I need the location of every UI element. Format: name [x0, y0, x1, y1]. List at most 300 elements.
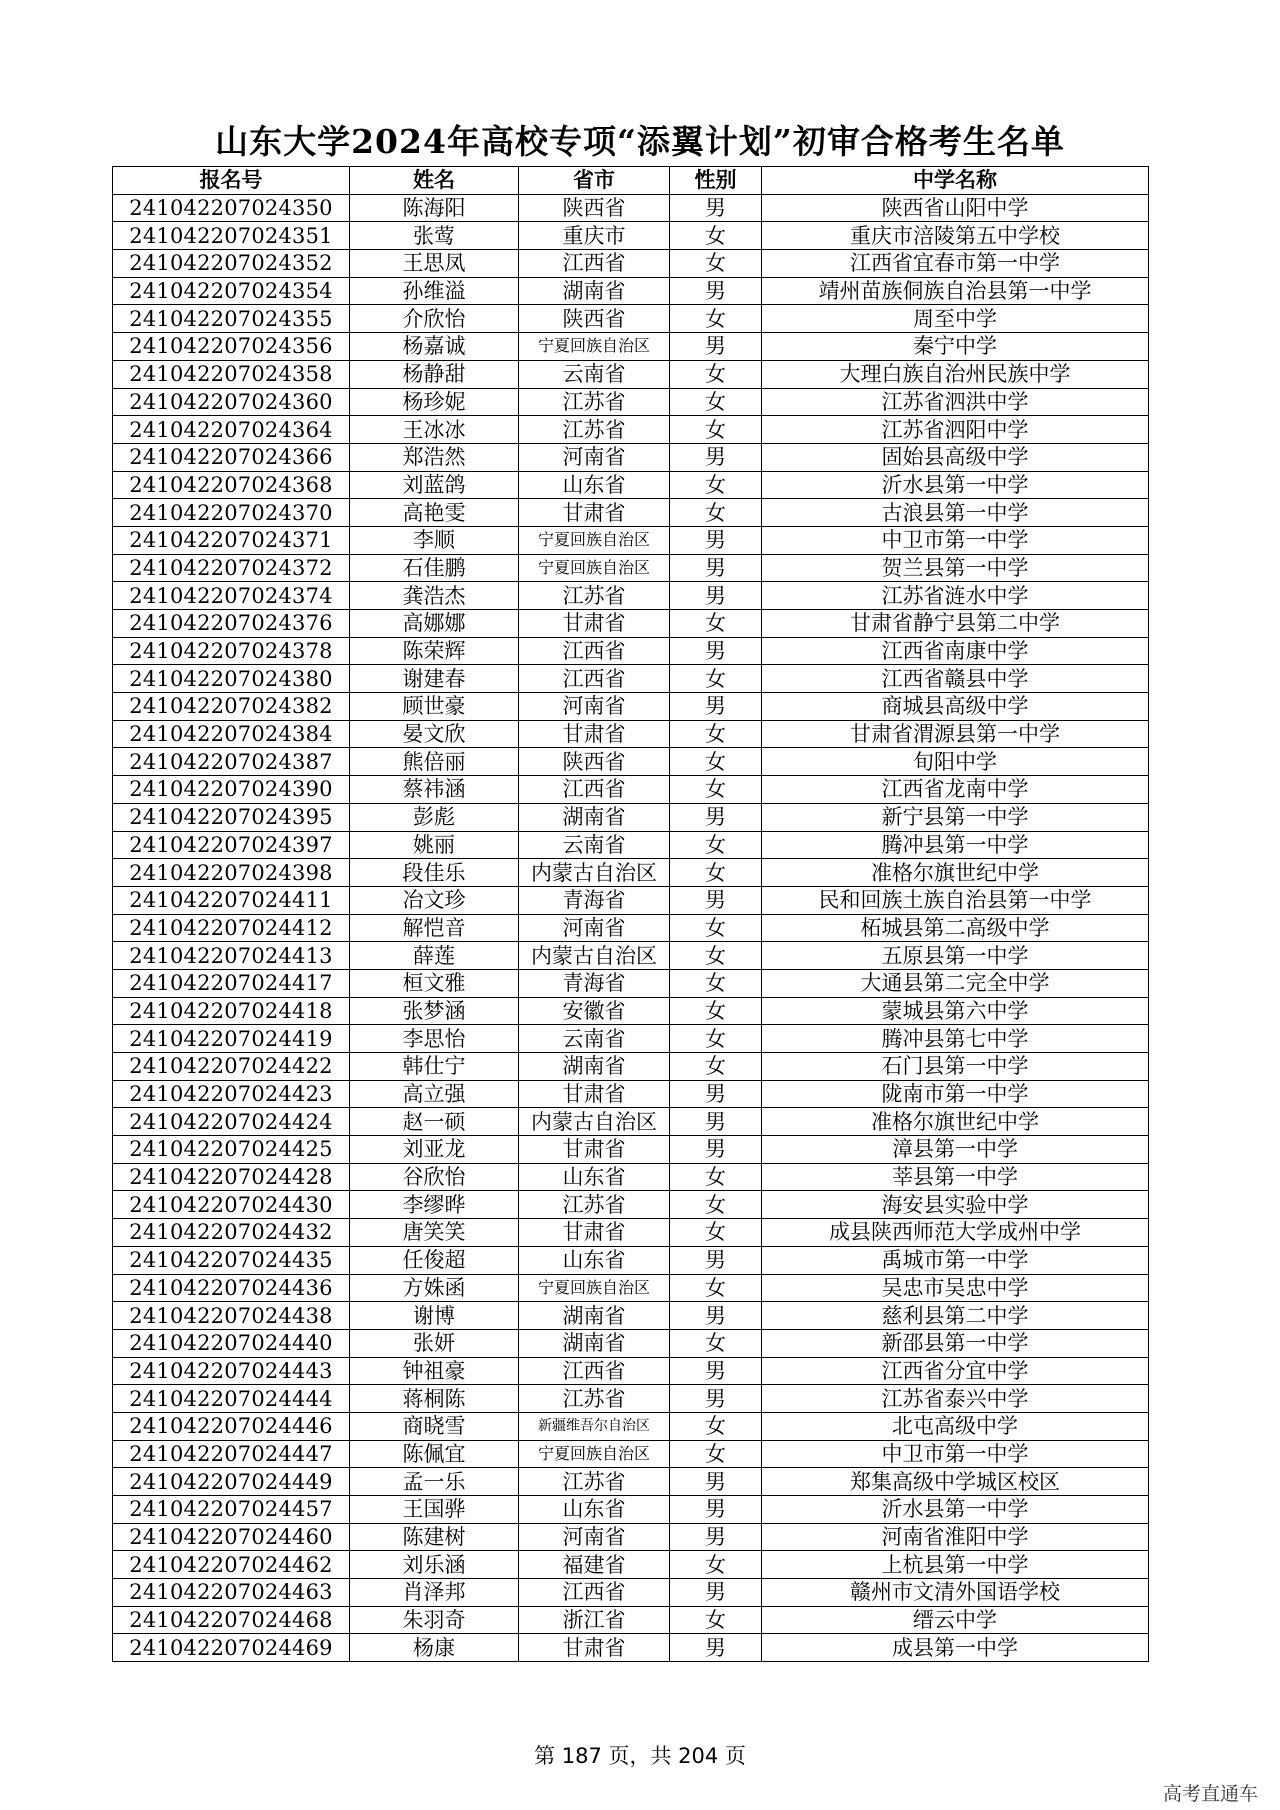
table-row	[113, 914, 1149, 942]
table-row	[113, 416, 1149, 444]
name-cell: 商晓雪	[350, 1412, 519, 1440]
gender-cell: 男	[670, 1634, 762, 1662]
gender-cell: 女	[670, 1025, 762, 1053]
gender-cell: 男	[670, 1302, 762, 1330]
header-province: 省市	[519, 167, 670, 195]
gender-cell: 女	[670, 942, 762, 970]
watermark-logo: 高考直通车	[1162, 1783, 1258, 1805]
school-cell: 中卫市第一中学	[762, 1440, 1149, 1468]
registration-number-cell: 241042207024438	[113, 1302, 350, 1330]
province-cell: 甘肃省	[519, 1634, 670, 1662]
gender-cell: 男	[670, 1108, 762, 1136]
school-cell: 江苏省涟水中学	[762, 582, 1149, 610]
table-row	[113, 942, 1149, 970]
header-name: 姓名	[350, 167, 519, 195]
table-row	[113, 1329, 1149, 1357]
name-cell: 晏文欣	[350, 720, 519, 748]
registration-number-cell: 241042207024457	[113, 1496, 350, 1524]
name-cell: 李顺	[350, 526, 519, 554]
gender-cell: 女	[670, 305, 762, 333]
province-cell: 江苏省	[519, 416, 670, 444]
table-row	[113, 1302, 1149, 1330]
province-cell: 青海省	[519, 969, 670, 997]
province-cell: 甘肃省	[519, 610, 670, 638]
gender-cell: 男	[670, 194, 762, 222]
registration-number-cell: 241042207024368	[113, 471, 350, 499]
province-cell: 河南省	[519, 693, 670, 721]
school-cell: 江苏省泗阳中学	[762, 416, 1149, 444]
registration-number-cell: 241042207024446	[113, 1412, 350, 1440]
school-cell: 古浪县第一中学	[762, 499, 1149, 527]
gender-cell: 女	[670, 1191, 762, 1219]
table-row	[113, 859, 1149, 887]
province-cell: 陕西省	[519, 305, 670, 333]
table-row	[113, 526, 1149, 554]
province-cell: 江苏省	[519, 1191, 670, 1219]
gender-cell: 男	[670, 1246, 762, 1274]
name-cell: 顾世豪	[350, 693, 519, 721]
school-cell: 江西省宜春市第一中学	[762, 250, 1149, 278]
name-cell: 刘乐涵	[350, 1551, 519, 1579]
gender-cell: 女	[670, 1329, 762, 1357]
registration-number-cell: 241042207024380	[113, 665, 350, 693]
province-cell: 宁夏回族自治区	[519, 1274, 670, 1302]
gender-cell: 女	[670, 1440, 762, 1468]
registration-number-cell: 241042207024370	[113, 499, 350, 527]
name-cell: 张莺	[350, 222, 519, 250]
province-cell: 江西省	[519, 776, 670, 804]
registration-number-cell: 241042207024430	[113, 1191, 350, 1219]
registration-number-cell: 241042207024376	[113, 610, 350, 638]
gender-cell: 男	[670, 277, 762, 305]
gender-cell: 女	[670, 1412, 762, 1440]
registration-number-cell: 241042207024413	[113, 942, 350, 970]
name-cell: 王思凤	[350, 250, 519, 278]
table-row	[113, 693, 1149, 721]
name-cell: 蔡祎涵	[350, 776, 519, 804]
registration-number-cell: 241042207024468	[113, 1606, 350, 1634]
school-cell: 郑集高级中学城区校区	[762, 1468, 1149, 1496]
registration-number-cell: 241042207024382	[113, 693, 350, 721]
province-cell: 甘肃省	[519, 720, 670, 748]
table-row	[113, 637, 1149, 665]
table-row	[113, 582, 1149, 610]
gender-cell: 女	[670, 1053, 762, 1081]
header-school: 中学名称	[762, 167, 1149, 195]
table-row	[113, 333, 1149, 361]
table-row	[113, 1551, 1149, 1579]
name-cell: 谷欣怡	[350, 1163, 519, 1191]
candidate-table	[112, 166, 1149, 1662]
table-row	[113, 1606, 1149, 1634]
school-cell: 周至中学	[762, 305, 1149, 333]
province-cell: 安徽省	[519, 997, 670, 1025]
school-cell: 蒙城县第六中学	[762, 997, 1149, 1025]
registration-number-cell: 241042207024423	[113, 1080, 350, 1108]
school-cell: 北屯高级中学	[762, 1412, 1149, 1440]
table-row	[113, 1523, 1149, 1551]
name-cell: 唐笑笑	[350, 1219, 519, 1247]
registration-number-cell: 241042207024428	[113, 1163, 350, 1191]
registration-number-cell: 241042207024460	[113, 1523, 350, 1551]
table-row	[113, 886, 1149, 914]
name-cell: 朱羽奇	[350, 1606, 519, 1634]
school-cell: 慈利县第二中学	[762, 1302, 1149, 1330]
registration-number-cell: 241042207024374	[113, 582, 350, 610]
table-row	[113, 1191, 1149, 1219]
table-row	[113, 1108, 1149, 1136]
province-cell: 浙江省	[519, 1606, 670, 1634]
table-row	[113, 1440, 1149, 1468]
province-cell: 宁夏回族自治区	[519, 1440, 670, 1468]
table-row	[113, 1634, 1149, 1662]
school-cell: 江苏省泗洪中学	[762, 388, 1149, 416]
province-cell: 江西省	[519, 1357, 670, 1385]
school-cell: 海安县实验中学	[762, 1191, 1149, 1219]
province-cell: 江西省	[519, 250, 670, 278]
registration-number-cell: 241042207024360	[113, 388, 350, 416]
province-cell: 湖南省	[519, 1302, 670, 1330]
name-cell: 杨康	[350, 1634, 519, 1662]
name-cell: 龚浩杰	[350, 582, 519, 610]
school-cell: 成县陕西师范大学成州中学	[762, 1219, 1149, 1247]
registration-number-cell: 241042207024412	[113, 914, 350, 942]
registration-number-cell: 241042207024397	[113, 831, 350, 859]
registration-number-cell: 241042207024371	[113, 526, 350, 554]
registration-number-cell: 241042207024418	[113, 997, 350, 1025]
registration-number-cell: 241042207024447	[113, 1440, 350, 1468]
table-row	[113, 1025, 1149, 1053]
province-cell: 重庆市	[519, 222, 670, 250]
gender-cell: 女	[670, 1274, 762, 1302]
table-row	[113, 388, 1149, 416]
gender-cell: 女	[670, 1551, 762, 1579]
name-cell: 钟祖豪	[350, 1357, 519, 1385]
school-cell: 河南省淮阳中学	[762, 1523, 1149, 1551]
gender-cell: 女	[670, 360, 762, 388]
province-cell: 青海省	[519, 886, 670, 914]
table-row	[113, 720, 1149, 748]
province-cell: 甘肃省	[519, 1219, 670, 1247]
province-cell: 湖南省	[519, 1053, 670, 1081]
name-cell: 方姝函	[350, 1274, 519, 1302]
name-cell: 孙维溢	[350, 277, 519, 305]
name-cell: 王国骅	[350, 1496, 519, 1524]
province-cell: 新疆维吾尔自治区	[519, 1412, 670, 1440]
gender-cell: 男	[670, 803, 762, 831]
gender-cell: 女	[670, 499, 762, 527]
name-cell: 高立强	[350, 1080, 519, 1108]
province-cell: 甘肃省	[519, 1136, 670, 1164]
school-cell: 江西省赣县中学	[762, 665, 1149, 693]
registration-number-cell: 241042207024350	[113, 194, 350, 222]
table-row	[113, 776, 1149, 804]
province-cell: 山东省	[519, 471, 670, 499]
header-gender: 性别	[670, 167, 762, 195]
school-cell: 沂水县第一中学	[762, 471, 1149, 499]
name-cell: 陈荣辉	[350, 637, 519, 665]
school-cell: 固始县高级中学	[762, 443, 1149, 471]
gender-cell: 男	[670, 1357, 762, 1385]
table-body	[113, 194, 1149, 1661]
province-cell: 内蒙古自治区	[519, 859, 670, 887]
table-row	[113, 1274, 1149, 1302]
name-cell: 杨静甜	[350, 360, 519, 388]
gender-cell: 男	[670, 582, 762, 610]
registration-number-cell: 241042207024469	[113, 1634, 350, 1662]
table-row	[113, 1412, 1149, 1440]
school-cell: 靖州苗族侗族自治县第一中学	[762, 277, 1149, 305]
name-cell: 杨珍妮	[350, 388, 519, 416]
gender-cell: 男	[670, 1136, 762, 1164]
province-cell: 宁夏回族自治区	[519, 554, 670, 582]
registration-number-cell: 241042207024372	[113, 554, 350, 582]
registration-number-cell: 241042207024425	[113, 1136, 350, 1164]
table-row	[113, 748, 1149, 776]
registration-number-cell: 241042207024422	[113, 1053, 350, 1081]
table-row	[113, 1496, 1149, 1524]
gender-cell: 男	[670, 637, 762, 665]
name-cell: 薛莲	[350, 942, 519, 970]
registration-number-cell: 241042207024351	[113, 222, 350, 250]
table-row	[113, 1219, 1149, 1247]
province-cell: 江苏省	[519, 1468, 670, 1496]
name-cell: 高娜娜	[350, 610, 519, 638]
registration-number-cell: 241042207024419	[113, 1025, 350, 1053]
name-cell: 李缪晔	[350, 1191, 519, 1219]
registration-number-cell: 241042207024387	[113, 748, 350, 776]
name-cell: 段佳乐	[350, 859, 519, 887]
name-cell: 李思怡	[350, 1025, 519, 1053]
table-row	[113, 610, 1149, 638]
name-cell: 王冰冰	[350, 416, 519, 444]
registration-number-cell: 241042207024444	[113, 1385, 350, 1413]
registration-number-cell: 241042207024435	[113, 1246, 350, 1274]
school-cell: 商城县高级中学	[762, 693, 1149, 721]
school-cell: 沂水县第一中学	[762, 1496, 1149, 1524]
name-cell: 赵一硕	[350, 1108, 519, 1136]
gender-cell: 女	[670, 997, 762, 1025]
province-cell: 云南省	[519, 1025, 670, 1053]
school-cell: 新宁县第一中学	[762, 803, 1149, 831]
school-cell: 重庆市涪陵第五中学校	[762, 222, 1149, 250]
table-row	[113, 1053, 1149, 1081]
gender-cell: 女	[670, 250, 762, 278]
table-row	[113, 443, 1149, 471]
table-row	[113, 1579, 1149, 1607]
province-cell: 河南省	[519, 443, 670, 471]
province-cell: 江苏省	[519, 1385, 670, 1413]
name-cell: 郑浩然	[350, 443, 519, 471]
table-row	[113, 997, 1149, 1025]
province-cell: 湖南省	[519, 1329, 670, 1357]
province-cell: 湖南省	[519, 803, 670, 831]
school-cell: 赣州市文清外国语学校	[762, 1579, 1149, 1607]
name-cell: 韩仕宁	[350, 1053, 519, 1081]
province-cell: 宁夏回族自治区	[519, 526, 670, 554]
province-cell: 陕西省	[519, 748, 670, 776]
gender-cell: 女	[670, 222, 762, 250]
name-cell: 陈建树	[350, 1523, 519, 1551]
name-cell: 蒋桐陈	[350, 1385, 519, 1413]
school-cell: 江西省南康中学	[762, 637, 1149, 665]
name-cell: 刘亚龙	[350, 1136, 519, 1164]
table-row	[113, 305, 1149, 333]
school-cell: 陕西省山阳中学	[762, 194, 1149, 222]
gender-cell: 女	[670, 610, 762, 638]
name-cell: 孟一乐	[350, 1468, 519, 1496]
gender-cell: 女	[670, 776, 762, 804]
gender-cell: 男	[670, 693, 762, 721]
name-cell: 解恺音	[350, 914, 519, 942]
province-cell: 山东省	[519, 1163, 670, 1191]
gender-cell: 女	[670, 859, 762, 887]
registration-number-cell: 241042207024378	[113, 637, 350, 665]
gender-cell: 女	[670, 388, 762, 416]
school-cell: 吴忠市吴忠中学	[762, 1274, 1149, 1302]
school-cell: 石门县第一中学	[762, 1053, 1149, 1081]
province-cell: 江西省	[519, 1579, 670, 1607]
school-cell: 莘县第一中学	[762, 1163, 1149, 1191]
name-cell: 刘蓝鸽	[350, 471, 519, 499]
table-row	[113, 222, 1149, 250]
registration-number-cell: 241042207024417	[113, 969, 350, 997]
gender-cell: 男	[670, 443, 762, 471]
registration-number-cell: 241042207024355	[113, 305, 350, 333]
table-row	[113, 969, 1149, 997]
registration-number-cell: 241042207024384	[113, 720, 350, 748]
gender-cell: 女	[670, 914, 762, 942]
school-cell: 腾冲县第七中学	[762, 1025, 1149, 1053]
page-title: 山东大学2024年高校专项“添翼计划”初审合格考生名单	[215, 122, 1065, 161]
gender-cell: 女	[670, 1606, 762, 1634]
school-cell: 禹城市第一中学	[762, 1246, 1149, 1274]
registration-number-cell: 241042207024411	[113, 886, 350, 914]
province-cell: 陕西省	[519, 194, 670, 222]
province-cell: 甘肃省	[519, 1080, 670, 1108]
registration-number-cell: 241042207024440	[113, 1329, 350, 1357]
school-cell: 成县第一中学	[762, 1634, 1149, 1662]
province-cell: 山东省	[519, 1496, 670, 1524]
name-cell: 熊倍丽	[350, 748, 519, 776]
registration-number-cell: 241042207024390	[113, 776, 350, 804]
province-cell: 湖南省	[519, 277, 670, 305]
table-row	[113, 1468, 1149, 1496]
table-row	[113, 803, 1149, 831]
registration-number-cell: 241042207024398	[113, 859, 350, 887]
table-row	[113, 499, 1149, 527]
school-cell: 大通县第二完全中学	[762, 969, 1149, 997]
name-cell: 石佳鹏	[350, 554, 519, 582]
school-cell: 江西省分宜中学	[762, 1357, 1149, 1385]
school-cell: 中卫市第一中学	[762, 526, 1149, 554]
gender-cell: 男	[670, 1496, 762, 1524]
registration-number-cell: 241042207024432	[113, 1219, 350, 1247]
table-row	[113, 277, 1149, 305]
table-row	[113, 831, 1149, 859]
school-cell: 准格尔旗世纪中学	[762, 1108, 1149, 1136]
table-row	[113, 1163, 1149, 1191]
province-cell: 江苏省	[519, 582, 670, 610]
gender-cell: 男	[670, 1468, 762, 1496]
gender-cell: 男	[670, 333, 762, 361]
province-cell: 江西省	[519, 665, 670, 693]
gender-cell: 女	[670, 1163, 762, 1191]
gender-cell: 男	[670, 1080, 762, 1108]
header-registration-number: 报名号	[113, 167, 350, 195]
name-cell: 彭彪	[350, 803, 519, 831]
school-cell: 五原县第一中学	[762, 942, 1149, 970]
school-cell: 漳县第一中学	[762, 1136, 1149, 1164]
gender-cell: 男	[670, 1579, 762, 1607]
name-cell: 陈佩宜	[350, 1440, 519, 1468]
school-cell: 旬阳中学	[762, 748, 1149, 776]
table-row	[113, 250, 1149, 278]
name-cell: 高艳雯	[350, 499, 519, 527]
gender-cell: 男	[670, 886, 762, 914]
name-cell: 任俊超	[350, 1246, 519, 1274]
gender-cell: 女	[670, 471, 762, 499]
table-header-row	[113, 167, 1149, 195]
province-cell: 内蒙古自治区	[519, 1108, 670, 1136]
gender-cell: 男	[670, 1523, 762, 1551]
registration-number-cell: 241042207024364	[113, 416, 350, 444]
province-cell: 福建省	[519, 1551, 670, 1579]
school-cell: 江苏省泰兴中学	[762, 1385, 1149, 1413]
school-cell: 贺兰县第一中学	[762, 554, 1149, 582]
gender-cell: 男	[670, 526, 762, 554]
school-cell: 甘肃省渭源县第一中学	[762, 720, 1149, 748]
registration-number-cell: 241042207024463	[113, 1579, 350, 1607]
gender-cell: 女	[670, 831, 762, 859]
province-cell: 江西省	[519, 637, 670, 665]
name-cell: 谢建春	[350, 665, 519, 693]
school-cell: 民和回族土族自治县第一中学	[762, 886, 1149, 914]
table-row	[113, 194, 1149, 222]
province-cell: 江苏省	[519, 388, 670, 416]
table-row	[113, 665, 1149, 693]
name-cell: 冶文珍	[350, 886, 519, 914]
province-cell: 内蒙古自治区	[519, 942, 670, 970]
registration-number-cell: 241042207024352	[113, 250, 350, 278]
school-cell: 腾冲县第一中学	[762, 831, 1149, 859]
registration-number-cell: 241042207024354	[113, 277, 350, 305]
school-cell: 陇南市第一中学	[762, 1080, 1149, 1108]
registration-number-cell: 241042207024449	[113, 1468, 350, 1496]
name-cell: 陈海阳	[350, 194, 519, 222]
table-row	[113, 1385, 1149, 1413]
name-cell: 姚丽	[350, 831, 519, 859]
table-row	[113, 1357, 1149, 1385]
table-row	[113, 471, 1149, 499]
province-cell: 云南省	[519, 831, 670, 859]
province-cell: 河南省	[519, 914, 670, 942]
school-cell: 秦宁中学	[762, 333, 1149, 361]
school-cell: 上杭县第一中学	[762, 1551, 1149, 1579]
school-cell: 柘城县第二高级中学	[762, 914, 1149, 942]
gender-cell: 女	[670, 1219, 762, 1247]
gender-cell: 男	[670, 554, 762, 582]
gender-cell: 女	[670, 969, 762, 997]
registration-number-cell: 241042207024436	[113, 1274, 350, 1302]
registration-number-cell: 241042207024462	[113, 1551, 350, 1579]
school-cell: 江西省龙南中学	[762, 776, 1149, 804]
table-row	[113, 1080, 1149, 1108]
province-cell: 河南省	[519, 1523, 670, 1551]
province-cell: 山东省	[519, 1246, 670, 1274]
gender-cell: 女	[670, 665, 762, 693]
registration-number-cell: 241042207024443	[113, 1357, 350, 1385]
